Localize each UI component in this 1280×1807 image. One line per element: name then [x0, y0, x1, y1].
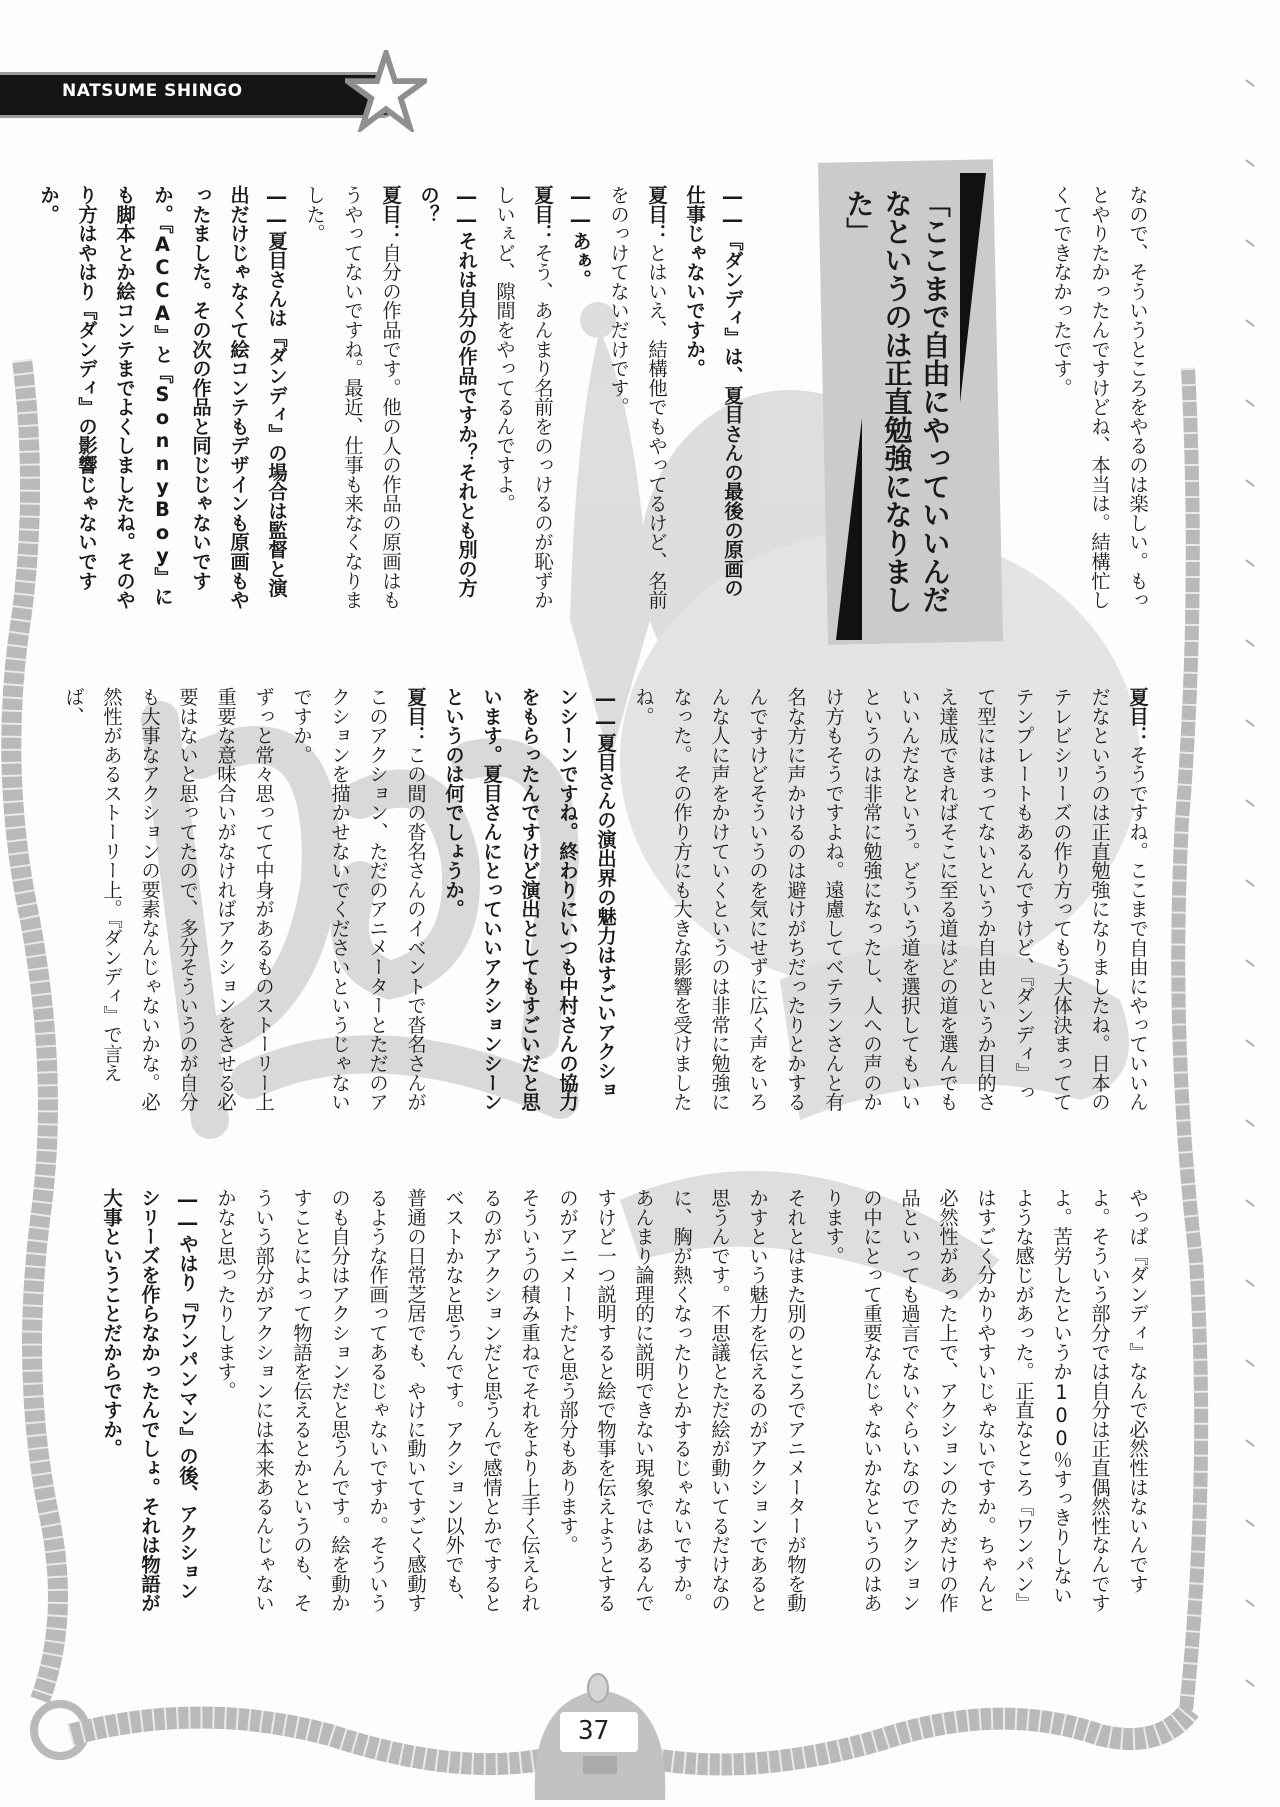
answer-paragraph: そういうの積み重ねでそれをより上手く伝えられるのがアクションだと思うんで感情とかですると ベストかなと思うんです。アクション以外でも、普通の日常芝居でも、やけに動いてすごく感動するような作画ってあるじゃないですか。そういうのも自分はアクションだと思うんです。絵を動かすことによって物語を伝えるとかというのも、そういう部分がアクションには本来あるんじゃないかなと思ったりします。 — [214, 1188, 541, 1613]
answer-text: そうですね。ここまで自由にやっていいんだなというのは正直勉強になりましたね。日本のテレビシリーズの作り方ってもう大体決まっててテンプレートもあるんですけど、『ダンディ』って型にはまってないというか自由というか目的さえ達成できればそこに至る道はどの道を選んでもいいんだなという。どういう道を選択してもいいというのは非常に勉強になったし、人への声のかけ方もそうですよね。遠慮してベテランさんと有名な方に声かけるのは避けがちだったりとかするんですけどそういうのを気にせずに広く声をいろんな人に声をかけていくというのは非常に勉強になった。その作り方にも大きな影響を受けましたね。 — [632, 687, 1149, 1112]
speaker-label: 夏目： — [1126, 687, 1149, 745]
answer-paragraph — [282, 687, 434, 1115]
answer-paragraph — [295, 185, 409, 613]
paragraph: なので、そういうところをやるのは楽しい。もっとやりたかったんですけどね、本当は。結構忙しくてできなかったです。 — [1050, 185, 1149, 610]
right-rope-border — [1178, 368, 1201, 1710]
headline-stripe-right — [960, 173, 986, 403]
star-icon — [345, 50, 427, 132]
answer-text: とはいえ、結構他でもやってるけど、名前をのっけてないだけです。 — [607, 185, 668, 610]
middle-tier-text — [54, 687, 1156, 1115]
speaker-label: 夏目： — [645, 185, 668, 243]
interviewer-question: ――夏目さんの演出界の魅力はすごいアクションシーンですね。終わりにいつも中村さんの協力をもらったんですけど演出としてもすごいだと思います。夏目さんにとっていいアクションシーンというのは何でしょうか。 — [442, 687, 617, 1112]
answer-paragraph: それとはまた別のところでアニメーターが物を動かすという魅力を伝えるのがアクションであると思うんです。不思議とただ絵が動いてるだけなのに、胸が熱くなったりとかするじゃないですか。あんまり論理的に説明できない現象ではあるんですけど一つ説明すると絵で物事を伝えようとするのがアニメートだと思う部分もあります。 — [556, 1188, 807, 1613]
answer-text: そう、あんまり名前をのっけるのが恥ずかしいぇど、隙間をやってるんですよ。 — [493, 185, 554, 610]
speaker-label: 夏目： — [404, 687, 427, 745]
answer-text: この間の沓名さんのイベントで沓名さんがこのアクション、ただのアニメーターとただのアクションを描かせないでくださいというじゃないですか。 — [290, 687, 427, 1112]
answer-paragraph: やっぱ『ダンディ』なんで必然性はないんですよ。そういう部分では自分は正直偶然性なんですよ。苦労したというか100％すっきりしないような感じがあった。正直なところ『ワンパン』はすごく分かりやすいじゃないですか。ちゃんと必然性があった上で、アクションのためだけの作品といっても過言でないぐらいなのでアクションの中にとって重要なんじゃないかなというのはあります。 — [822, 1188, 1149, 1613]
interviewer-question: ――やはり『ワンパンマン』の後、アクションシリーズを作らなかったんでしょ。それは物語が大事ということだからですか。 — [100, 1188, 199, 1613]
interviewer-question: ――それは自分の作品ですか？それとも別の方の？ — [417, 185, 478, 598]
speaker-label: 夏目： — [531, 185, 554, 243]
bottom-tier-text — [92, 1188, 1156, 1616]
section-header-title: NATSUME SHINGO — [62, 81, 243, 101]
answer-paragraph: ずっと常々思ってて中身があるものストーリー上重要な意味合いがなければアクションをさせる必要はないと思ってたので、多分そういうのが自分も大事なアクションの要素なんじゃないかな。必然性があるストーリー上。『ダンディ』で言えば、 — [62, 687, 275, 1112]
answer-paragraph — [485, 185, 561, 613]
speaker-label: 夏目： — [379, 185, 402, 243]
interviewer-question: ――『ダンディ』は、夏目さんの最後の原画の仕事じゃないですか。 — [683, 185, 744, 598]
pull-quote-headline: 「ここまで自由にやっていいんだなというのは正直勉強になりました」 — [842, 189, 951, 614]
interviewer-question: ――夏目さんは『ダンディ』の場合は監督と演出だけじゃなくて絵コンテもデザインも原画もやったました。その次の作品と同じじゃないですか。『ACCA』と『SonnyBoy』にも脚本とか絵コンテまでよくしましたね。そのやり方はやはり『ダンディ』の影響じゃないですか。 — [37, 185, 288, 610]
section-header-bar — [0, 72, 395, 118]
answer-text: 自分の作品です。他の人の作品の原画はもうやってないですね。最近、仕事も来なくなりました。 — [303, 185, 402, 610]
intro-text-block — [1042, 185, 1156, 613]
top-tier-text — [29, 185, 751, 613]
answer-paragraph — [599, 185, 675, 613]
answer-paragraph — [624, 687, 1156, 1115]
interviewer-question: ――あぁ。 — [569, 185, 592, 289]
page-number: 37 — [578, 1716, 610, 1746]
right-edge-dashes — [1246, 80, 1254, 1686]
